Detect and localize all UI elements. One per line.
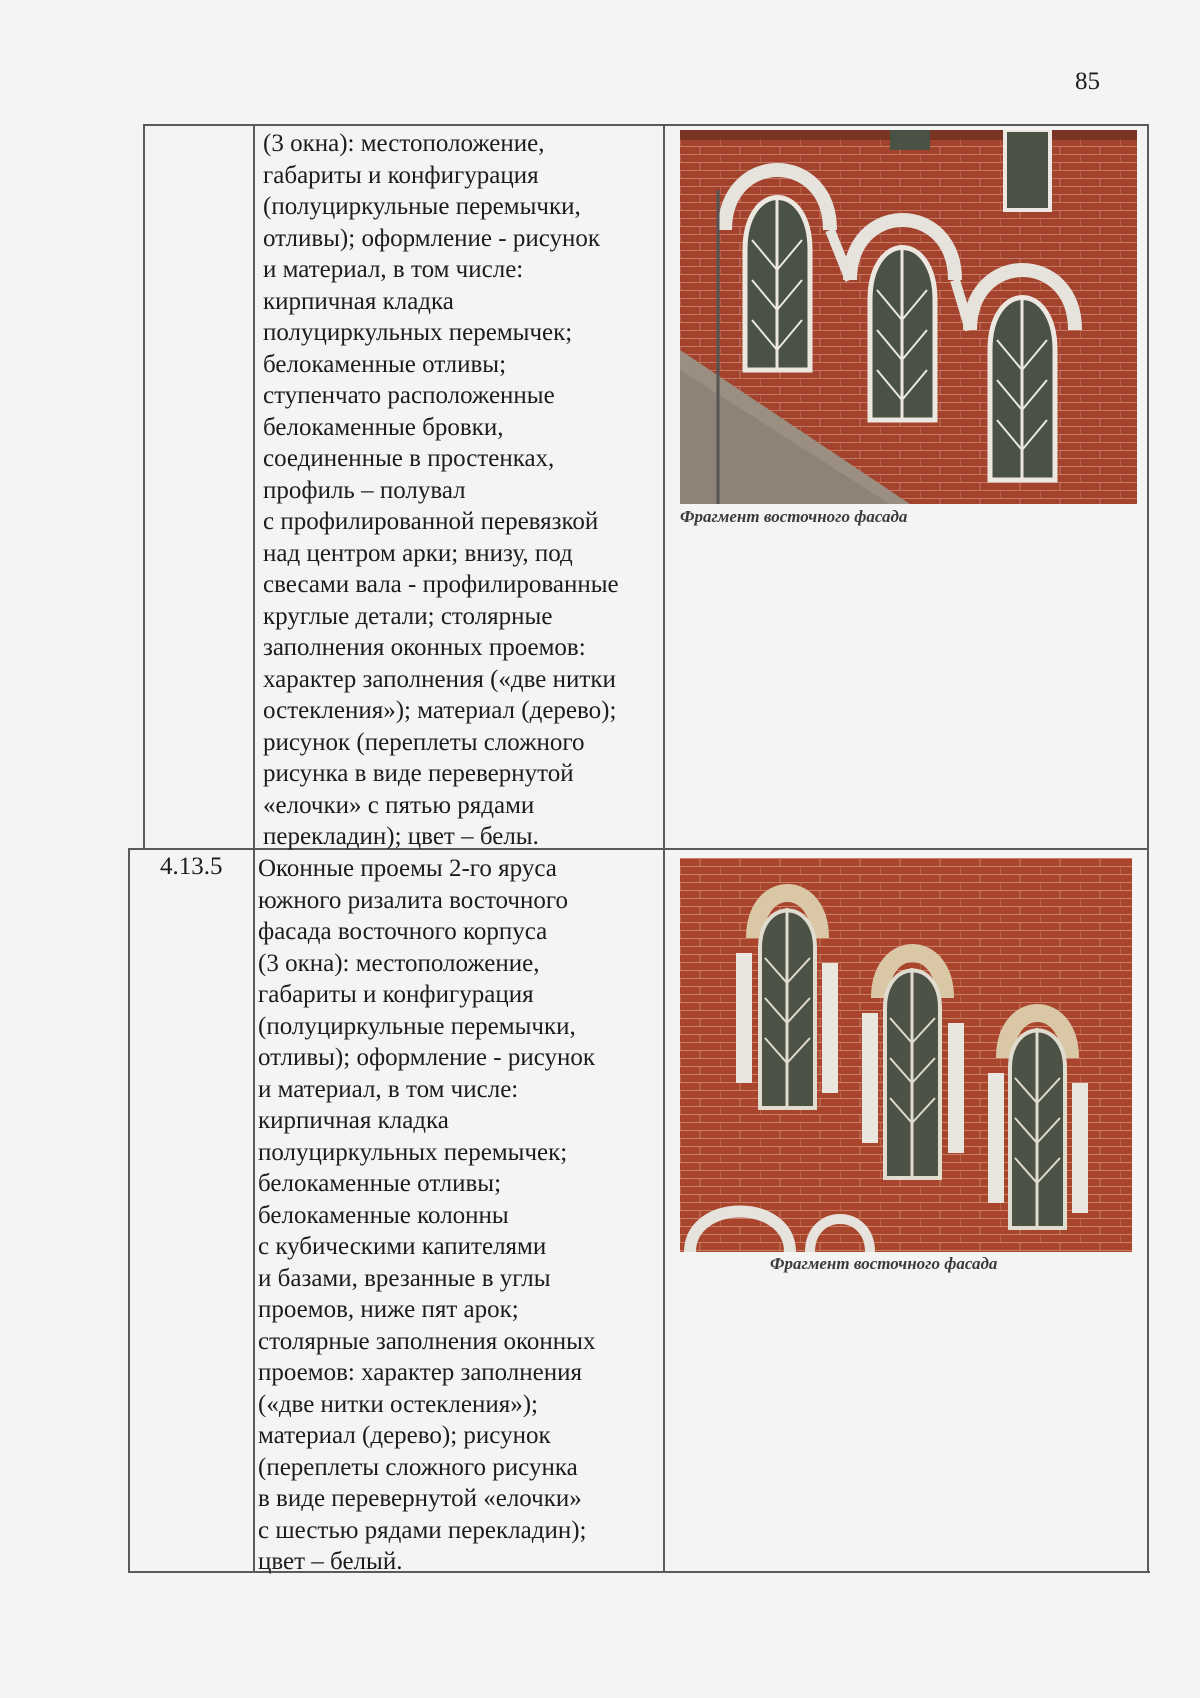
- table-left-border: [143, 124, 145, 848]
- row-number: 4.13.5: [160, 853, 223, 880]
- table-top-border: [143, 124, 1149, 126]
- column-divider-number: [253, 124, 255, 1571]
- photo-caption: Фрагмент восточного фасада: [770, 1254, 998, 1273]
- facade-photo-upper: [680, 130, 1137, 504]
- row-description: (3 окна): местоположение, габариты и конфигурация (полуциркульные перемычки, отливы); оформление - рисунок и материал, в том числе: кирпичная кладка полуциркульных перемычек; белокаменные отливы; ступенчато расположенные белокаменные бровки, соединенные в простенках, профиль – полувал с профилированной перевязкой над центром арки; внизу, под свесами вала - профилированные круглые детали; столярные заполнения оконных проемов: характер заполнения («две нитки остекления»); материал (дерево); рисунок (переплеты сложного рисунка в виде перевернутой «елочки» с пятью рядами перекладин); цвет – белы.: [263, 130, 619, 850]
- row-description: Оконные проемы 2-го яруса южного ризалита восточного фасада восточного корпуса (3 окна): местоположение, габариты и конфигурация (полуциркульные перемычки, отливы); оформление - рисунок и материал, в том числе: кирпичная кладка полуциркульных перемычек; белокаменные отливы; белокаменные колонны с кубическими капителями и базами, врезанные в углы проемов, ниже пят арок; столярные заполнения оконных проемов: характер заполнения («две нитки остекления»); материал (дерево); рисунок (переплеты сложного рисунка в виде перевернутой «елочки» с шестью рядами перекладин); цвет – белый.: [258, 855, 596, 1575]
- table-left-border-lower: [128, 848, 130, 1572]
- facade-photo-lower: [680, 858, 1132, 1252]
- column-divider-photo: [663, 124, 665, 1571]
- table-right-border: [1147, 124, 1149, 1571]
- page-number: 85: [1075, 68, 1100, 95]
- photo-caption: Фрагмент восточного фасада: [680, 507, 908, 526]
